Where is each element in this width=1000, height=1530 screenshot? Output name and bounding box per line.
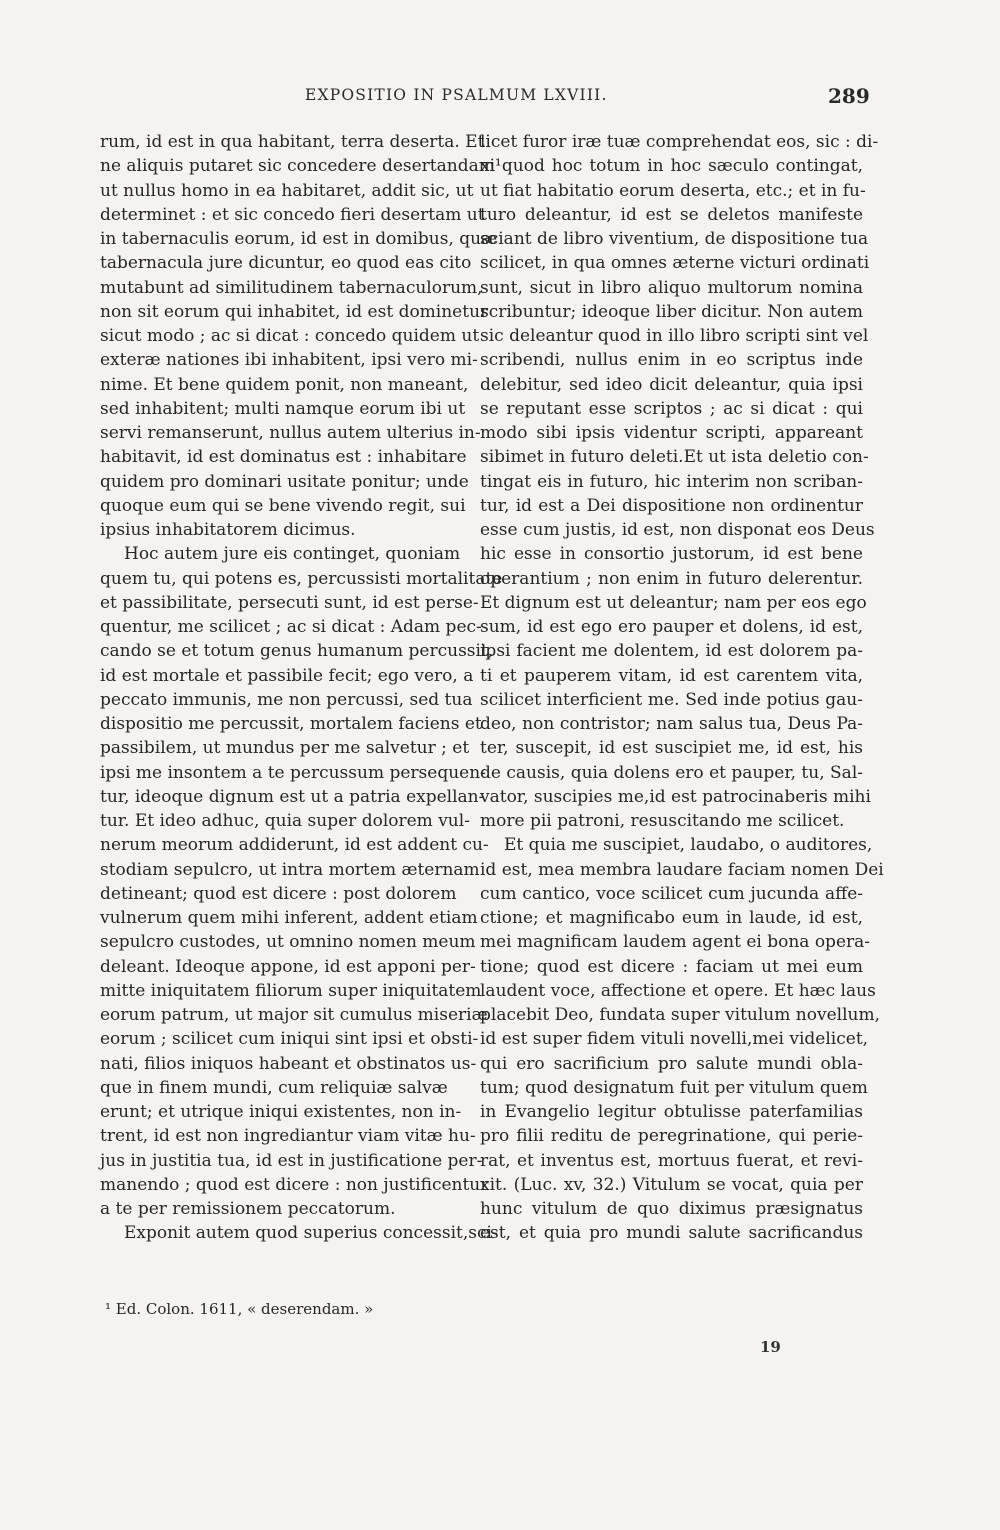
text-line: a te per remissionem peccatorum.	[100, 1199, 396, 1219]
text-line: ne aliquis putaret sic concedere desertandam¹	[100, 156, 502, 177]
text-line: sum, id est ego ero pauper et dolens, id est,	[480, 617, 863, 637]
text-line: xit. (Luc. xv, 32.) Vitulum se vocat, quia per	[480, 1174, 863, 1195]
text-line: nati, filios iniquos habeant et obstinatos us-	[100, 1053, 477, 1074]
text-line: Exponit autem quod superius concessit,sci-	[124, 1223, 498, 1244]
text-line: detineant; quod est dicere : post dolorem	[100, 883, 457, 904]
text-line: trent, id est non ingrediantur viam vitæ hu-	[100, 1126, 476, 1147]
text-line: rum, id est in qua habitant, terra deserta. Et	[100, 132, 485, 152]
text-line: cum cantico, voce scilicet cum jucunda affe-	[480, 883, 863, 904]
text-line: id est, mea membra laudare faciam nomen Dei	[480, 859, 884, 880]
text-line: ti et pauperem vitam, id est carentem vita,	[480, 665, 863, 686]
text-line: non sit eorum qui inhabitet, id est dominetur	[100, 301, 489, 322]
text-line: ipsi me insontem a te percussum persequen-	[100, 762, 486, 783]
text-line: tum; quod designatum fuit per vitulum quem	[480, 1077, 868, 1098]
text-line: scribuntur; ideoque liber dicitur. Non autem	[480, 301, 863, 322]
text-line: xi quod hoc totum in hoc sæculo contingat,	[480, 156, 863, 177]
text-line: sibimet in futuro deleti.Et ut ista deletio con-	[480, 447, 869, 468]
text-line: stodiam sepulcro, ut intra mortem æternam	[100, 859, 480, 880]
text-line: placebit Deo, fundata super vitulum novellum,	[480, 1005, 880, 1025]
text-line: more pii patroni, resuscitando me scilicet.	[480, 811, 845, 831]
text-line: passibilem, ut mundus per me salvetur ; et	[100, 738, 470, 759]
text-line: in tabernaculis eorum, id est in domibus, quæ	[100, 229, 498, 249]
text-line: tur, id est a Dei dispositione non ordinentur	[480, 495, 863, 516]
text-line: se reputant esse scriptos ; ac si dicat : qui	[480, 398, 863, 419]
text-line: habitavit, id est dominatus est : inhabitare	[100, 447, 467, 468]
text-line: sepulcro custodes, ut omnino nomen meum	[100, 932, 476, 953]
text-line: Et quia me suscipiet, laudabo, o auditores,	[504, 835, 873, 856]
text-line: quentur, me scilicet ; ac si dicat : Adam pec-	[100, 617, 482, 637]
text-line: deleant. Ideoque appone, id est apponi per-	[100, 956, 476, 977]
text-line: tur, ideoque dignum est ut a patria expellan-	[100, 786, 485, 807]
text-line: rat, et inventus est, mortuus fuerat, et revi-	[480, 1150, 863, 1171]
right-column	[480, 130, 884, 1246]
text-line: ut fiat habitatio eorum deserta, etc.; et in fu-	[480, 180, 866, 201]
text-line: quem tu, qui potens es, percussisti mortalitate	[100, 568, 503, 589]
text-line: ctione; et magnificabo eum in laude, id est,	[480, 908, 863, 928]
text-line: Et dignum est ut deleantur; nam per eos ego	[480, 592, 867, 613]
text-line: sunt, sicut in libro aliquo multorum nomina	[480, 277, 863, 298]
text-line: quidem pro dominari usitate ponitur; unde	[100, 471, 469, 492]
text-line: hunc vitulum de quo diximus præsignatus	[480, 1199, 863, 1219]
text-line: operantium ; non enim in futuro delerentur.	[480, 568, 863, 589]
text-line: sicut modo ; ac si dicat : concedo quidem ut	[100, 326, 480, 346]
text-line: tur. Et ideo adhuc, quia super dolorem vul-	[100, 811, 470, 831]
text-line: scilicet interficient me. Sed inde potius gau-	[480, 689, 863, 710]
text-line: mei magnificam laudem agent ei bona opera-	[480, 932, 871, 953]
text-line: est, et quia pro mundi salute sacrificandus	[480, 1223, 863, 1244]
text-line: ter, suscepit, id est suscipiet me, id est, his	[480, 738, 863, 759]
text-line: deo, non contristor; nam salus tua, Deus Pa-	[480, 714, 863, 734]
page-number: 289	[828, 84, 870, 108]
text-line: turo deleantur, id est se deletos manifeste	[480, 204, 863, 225]
text-line: mutabunt ad similitudinem tabernaculorum,	[100, 277, 483, 298]
text-line: ut nullus homo in ea habitaret, addit sic, ut	[100, 180, 474, 201]
text-line: cando se et totum genus humanum percussit,	[100, 641, 494, 662]
text-line: scribendi, nullus enim in eo scriptus inde	[480, 350, 863, 371]
text-line: sed inhabitent; multi namque eorum ibi ut	[100, 398, 466, 419]
footnote: ¹ Ed. Colon. 1611, « deserendam. »	[105, 1300, 374, 1318]
text-line: modo sibi ipsis videntur scripti, appareant	[480, 423, 863, 443]
text-line: licet furor iræ tuæ comprehendat eos, sic : di-	[480, 132, 879, 152]
text-line: tabernacula jure dicuntur, eo quod eas cito	[100, 253, 472, 274]
text-line: manendo ; quod est dicere : non justificentur	[100, 1174, 489, 1195]
text-line: nerum meorum addiderunt, id est addent cu-	[100, 835, 489, 856]
text-line: delebitur, sed ideo dicit deleantur, quia ipsi	[480, 374, 863, 395]
text-line: determinet : et sic concedo fieri desertam ut	[100, 204, 485, 225]
text-line: ipsi facient me dolentem, id est dolorem pa-	[480, 641, 863, 662]
signature-mark: 19	[760, 1338, 781, 1356]
text-line: ipsius inhabitatorem dicimus.	[100, 520, 356, 540]
text-line: laudent voce, affectione et opere. Et hæc laus	[480, 980, 876, 1001]
text-line: sciant de libro viventium, de dispositione tua	[480, 229, 869, 249]
text-line: eorum ; scilicet cum iniqui sint ipsi et obsti-	[100, 1029, 479, 1050]
text-line: dispositio me percussit, mortalem faciens et	[100, 714, 482, 734]
text-line: jus in justitia tua, id est in justificatione per-	[100, 1150, 483, 1171]
text-line: id est mortale et passibile fecit; ego vero, a	[100, 665, 474, 686]
text-line: vulnerum quem mihi inferent, addent etiam	[100, 908, 478, 928]
text-line: peccato immunis, me non percussi, sed tua	[100, 689, 473, 710]
text-line: vator, suscipies me,id est patrocinaberis mihi	[480, 786, 871, 807]
text-line: mitte iniquitatem filiorum super iniquitatem	[100, 980, 482, 1001]
text-line: eorum patrum, ut major sit cumulus miseriæ	[100, 1005, 488, 1025]
text-line: exteræ nationes ibi inhabitent, ipsi vero mi-	[100, 350, 478, 371]
text-line: quoque eum qui se bene vivendo regit, sui	[100, 495, 466, 516]
text-line: esse cum justis, id est, non disponat eos Deus	[480, 520, 875, 540]
text-line: servi remanserunt, nullus autem ulterius in-	[100, 423, 481, 443]
text-line: pro filii reditu de peregrinatione, qui perie-	[480, 1126, 863, 1147]
text-line: que in finem mundi, cum reliquiæ salvæ	[100, 1077, 448, 1098]
text-line: et passibilitate, persecuti sunt, id est perse-	[100, 592, 479, 613]
text-line: tione; quod est dicere : faciam ut mei eum	[480, 956, 863, 977]
text-line: Hoc autem jure eis continget, quoniam	[124, 544, 461, 565]
text-line: tingat eis in futuro, hic interim non scriban-	[480, 471, 863, 492]
text-line: nime. Et bene quidem ponit, non maneant,	[100, 374, 469, 395]
running-title: EXPOSITIO IN PSALMUM LXVIII.	[305, 86, 608, 104]
left-column	[100, 130, 503, 1246]
text-line: scilicet, in qua omnes æterne victuri ordinati	[480, 253, 870, 274]
text-line: id est super fidem vituli novelli,mei videlicet,	[480, 1029, 869, 1050]
text-line: qui ero sacrificium pro salute mundi obla-	[480, 1053, 863, 1074]
text-line: de causis, quia dolens ero et pauper, tu, Sal-	[480, 762, 863, 783]
text-line: erunt; et utrique iniqui existentes, non in-	[100, 1102, 462, 1122]
text-line: sic deleantur quod in illo libro scripti sint vel	[480, 326, 869, 346]
text-line: hic esse in consortio justorum, id est bene	[480, 544, 863, 565]
text-line: in Evangelio legitur obtulisse paterfamilias	[480, 1102, 863, 1122]
